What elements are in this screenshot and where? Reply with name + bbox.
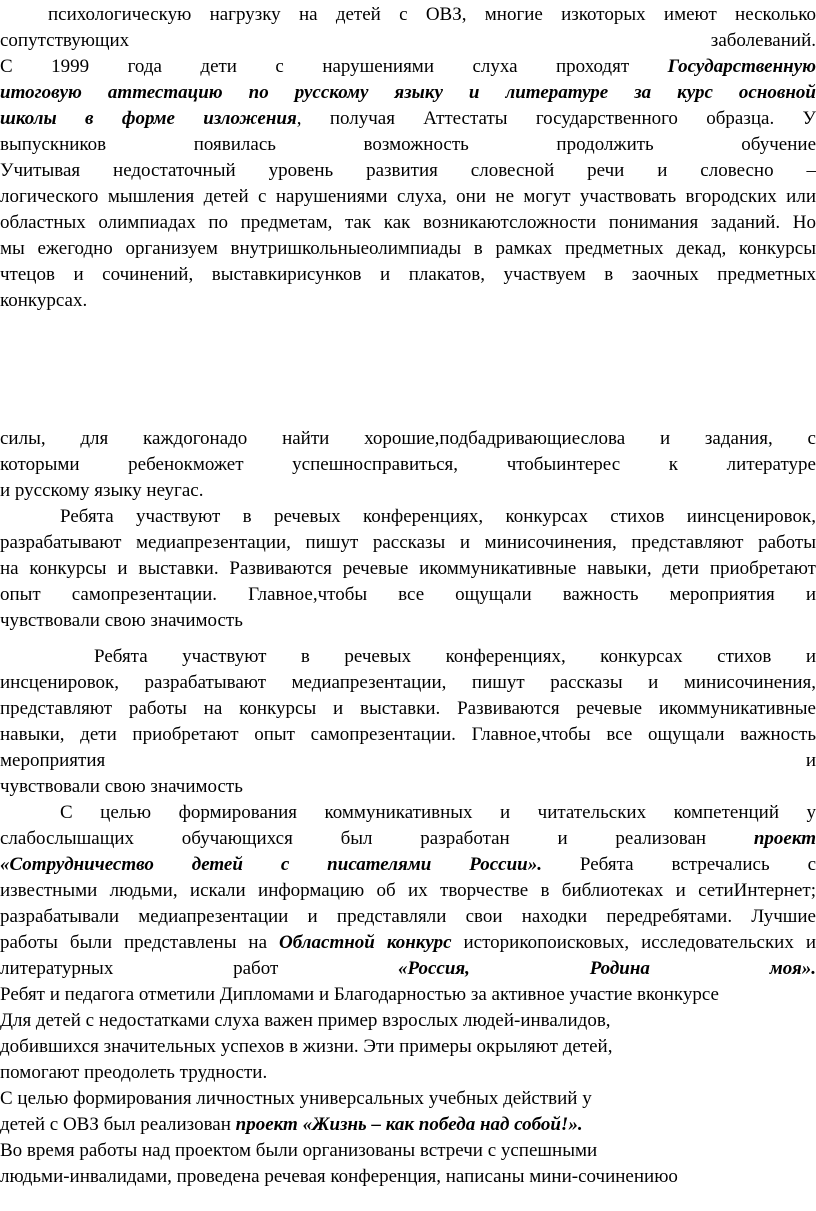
text-line: [0, 748, 816, 774]
text-segment: опыт самопрезентации. Главное,чтобы все ощущали важность мероприятия и: [0, 584, 816, 605]
text-segment: Ребят и педагога отметили Дипломами и Благодарностью за активное участие вконкурсе: [0, 984, 719, 1005]
text-segment: , получая Аттестаты государственного образца. У: [296, 108, 816, 129]
text-segment: и русскому языку неугас.: [0, 480, 204, 501]
text-segment: которыми ребенокможет успешносправиться, чтобыинтерес к литературе: [0, 454, 816, 475]
text-line: [0, 904, 816, 930]
text-line: [0, 478, 816, 504]
text-line: [0, 582, 816, 608]
text-line: [0, 504, 816, 530]
text-line: [0, 670, 816, 696]
text-segment: С 1999 года дети с нарушениями слуха проходят: [0, 56, 668, 77]
text-segment: инсценировок, разрабатывают медиапрезентации, пишут рассказы и минисочинения,: [0, 672, 816, 693]
text-segment: детей с ОВЗ был реализован: [0, 1114, 236, 1135]
text-segment: мероприятия и: [0, 750, 816, 771]
emphasis-text: проект «Жизнь – как победа над собой!».: [235, 1114, 583, 1135]
text-line: [0, 452, 816, 478]
text-line: [0, 426, 816, 452]
text-line: [0, 262, 816, 288]
text-segment: людьми-инвалидами, проведена речевая конференция, написаны мини-сочинениюо: [0, 1166, 678, 1187]
text-segment: областных олимпиадах по предметам, так как возникаютсложности понимания заданий. Но: [0, 212, 816, 233]
text-line: [0, 644, 816, 670]
text-segment: сопутствующих заболеваний.: [0, 30, 816, 51]
text-segment: мы ежегодно организуем внутришкольныеолимпиады в рамках предметных декад, конкурсы: [0, 238, 816, 259]
emphasis-text: Государственную: [667, 56, 816, 77]
text-segment: историкопоисковых, исследовательских и: [451, 932, 816, 953]
text-segment: слабослышащих обучающихся был разработан и реализован: [0, 828, 754, 849]
emphasis-text: школы в форме изложения: [0, 108, 297, 129]
text-line: [0, 210, 816, 236]
text-segment: психологическую нагрузку на детей с ОВЗ, многие изкоторых имеют несколько: [48, 4, 816, 25]
text-line: [0, 236, 816, 262]
text-segment: С целью формирования коммуникативных и читательских компетенций у: [60, 802, 816, 823]
text-line: [0, 696, 816, 722]
text-segment: чувствовали свою значимость: [0, 610, 243, 631]
emphasis-text: Областной конкурс: [279, 932, 452, 953]
text-line: [0, 106, 816, 132]
text-line: [0, 1138, 816, 1164]
text-segment: Учитывая недостаточный уровень развития словесной речи и словесно –: [0, 160, 816, 181]
text-line: [0, 722, 816, 748]
text-segment: Ребята участвуют в речевых конференциях, конкурсах стихов иинсценировок,: [60, 506, 816, 527]
text-line: [0, 930, 816, 956]
text-segment: выпускников появилась возможность продолжить обучение: [0, 134, 816, 155]
text-segment: Во время работы над проектом были организованы встречи с успешными: [0, 1140, 598, 1161]
text-line: [0, 1112, 816, 1138]
text-segment: разрабатывают медиапрезентации, пишут рассказы и минисочинения, представляют работы: [0, 532, 816, 553]
text-segment: чтецов и сочинений, выставкирисунков и плакатов, участвуем в заочных предметных: [0, 264, 816, 285]
text-segment: на конкурсы и выставки. Развиваются речевые икоммуникативные навыки, дети приобретают: [0, 558, 816, 579]
text-segment: литературных работ: [0, 958, 399, 979]
text-line: [0, 80, 816, 106]
emphasis-text: «Россия, Родина моя».: [398, 958, 816, 979]
text-line: [0, 28, 816, 54]
emphasis-text: проект: [753, 828, 816, 849]
text-segment: помогают преодолеть трудности.: [0, 1062, 268, 1083]
text-line: [0, 1086, 816, 1112]
text-line: [0, 956, 816, 982]
text-line: [0, 556, 816, 582]
text-line: [0, 1034, 816, 1060]
text-line: [0, 158, 816, 184]
text-segment: работы были представлены на: [0, 932, 280, 953]
emphasis-text: итоговую аттестацию по русскому языку и литературе за курс основной: [0, 82, 816, 103]
text-segment: логического мышления детей с нарушениями слуха, они не могут участвовать вгородских или: [0, 186, 816, 207]
text-line: [0, 132, 816, 158]
text-line: [0, 1008, 816, 1034]
text-line: [0, 288, 816, 314]
text-segment: Ребята встречались с: [541, 854, 816, 875]
text-segment: конкурсах.: [0, 290, 88, 311]
text-line: [0, 184, 816, 210]
text-line: [0, 852, 816, 878]
text-line: [0, 2, 816, 28]
text-line: [0, 1164, 816, 1190]
text-segment: чувствовали свою значимость: [0, 776, 243, 797]
text-line: [0, 774, 816, 800]
text-line: [0, 982, 816, 1008]
text-line: [0, 530, 816, 556]
text-segment: С целью формирования личностных универсальных учебных действий у: [0, 1088, 592, 1109]
text-line: [0, 800, 816, 826]
text-segment: навыки, дети приобретают опыт самопрезентации. Главное,чтобы все ощущали важность: [0, 724, 816, 745]
emphasis-text: «Сотрудничество детей с писателями России».: [0, 854, 542, 875]
text-segment: силы, для каждогонадо найти хорошие,подбадривающиеслова и задания, с: [0, 428, 816, 449]
text-segment: добившихся значительных успехов в жизни. Эти примеры окрыляют детей,: [0, 1036, 613, 1057]
text-segment: Для детей с недостатками слуха важен пример взрослых людей-инвалидов,: [0, 1010, 611, 1031]
text-line: [0, 826, 816, 852]
text-line: [0, 608, 816, 634]
text-segment: известными людьми, искали информацию об их творчестве в библиотеках и сетиИнтернет;: [0, 880, 816, 901]
text-line: [0, 878, 816, 904]
text-segment: представляют работы на конкурсы и выставки. Развиваются речевые икоммуникативные: [0, 698, 816, 719]
text-segment: Ребята участвуют в речевых конференциях, конкурсах стихов и: [94, 646, 816, 667]
text-line: [0, 54, 816, 80]
text-segment: разрабатывали медиапрезентации и представляли свои находки передребятами. Лучшие: [0, 906, 816, 927]
text-line: [0, 1060, 816, 1086]
